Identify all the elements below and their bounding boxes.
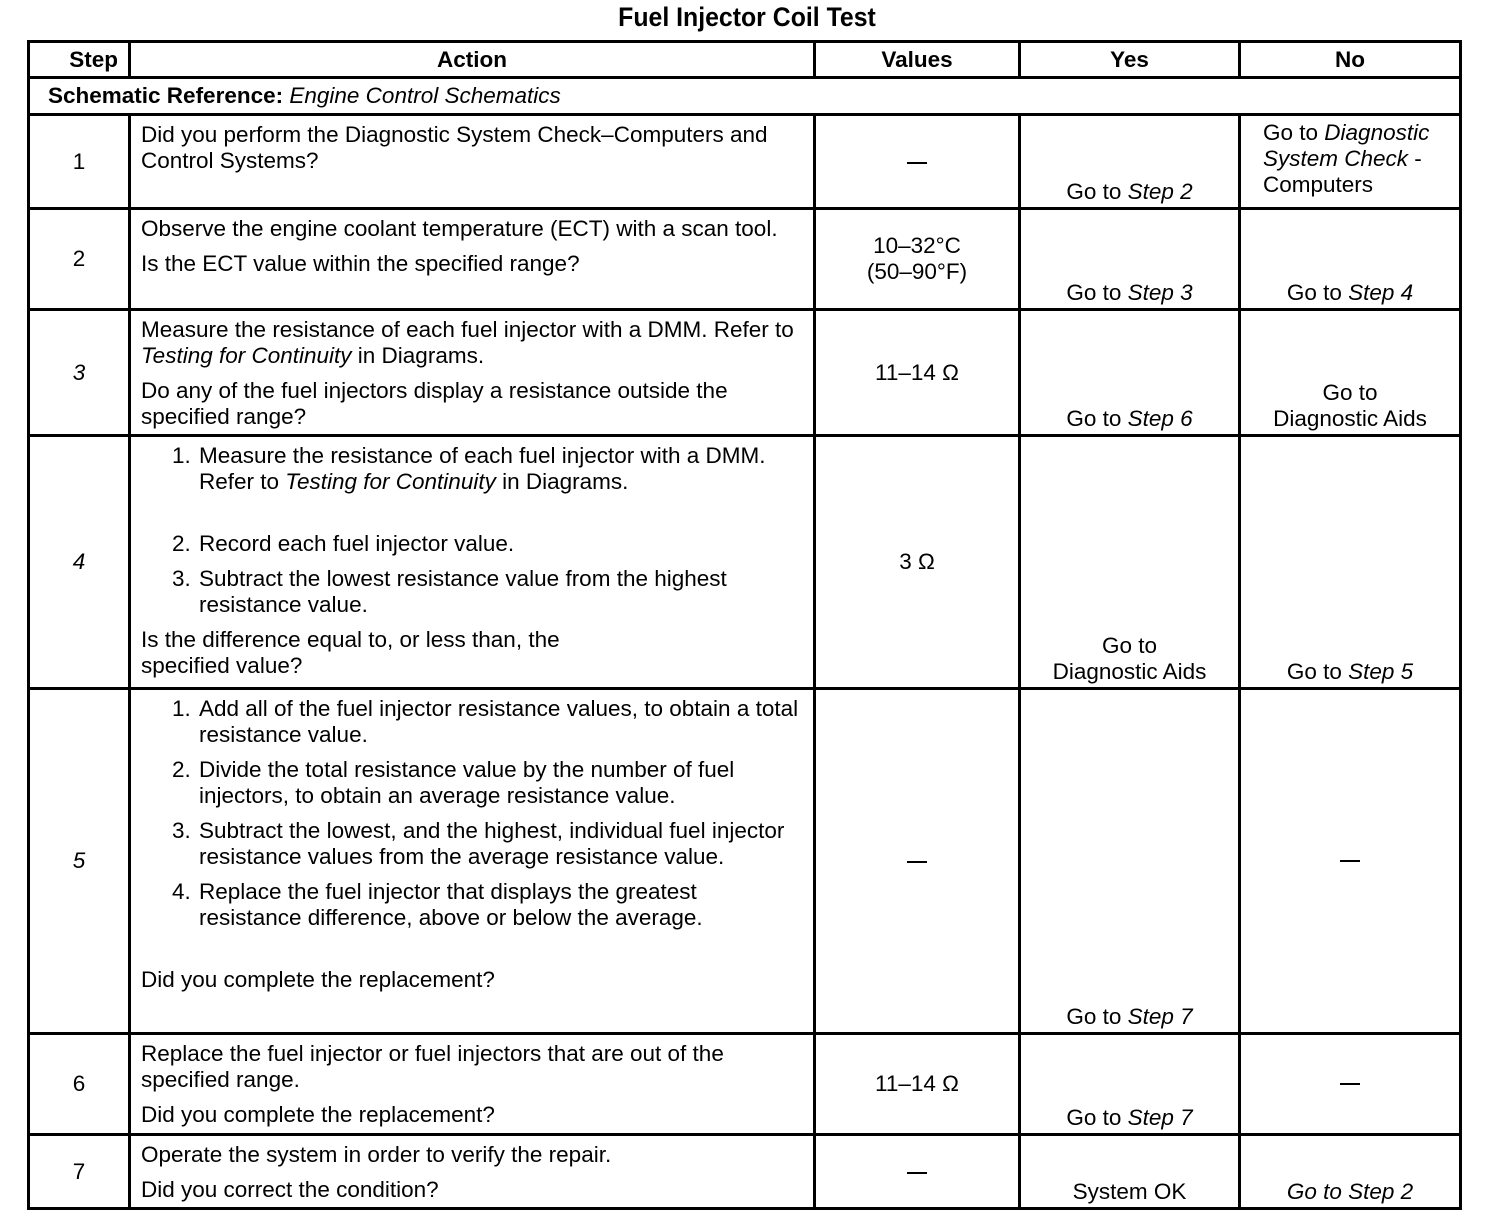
action-question: Did you complete the replacement? [141, 1102, 495, 1127]
list-item: 4. Replace the fuel injector that displays the greatest resistance difference, above or below the average. [197, 879, 803, 931]
values-cell: 11–14 Ω [815, 310, 1020, 436]
action-cell [130, 115, 815, 209]
table-row [29, 209, 1461, 310]
action-text: Did you perform the Diagnostic System Check–Computers and Control Systems? [141, 122, 768, 173]
column-header-step: Step [29, 42, 130, 78]
diagnostic-aids-link[interactable]: Diagnostic Aids [1052, 659, 1207, 684]
table-row [29, 1135, 1461, 1209]
action-text: Observe the engine coolant temperature (ECT) with a scan tool. [141, 216, 778, 241]
column-header-action: Action [130, 42, 815, 78]
yes-cell: Go to Diagnostic Aids [1020, 436, 1240, 689]
table-row [29, 436, 1461, 689]
goto-step-link[interactable]: Step 2 [1127, 179, 1193, 204]
diagnostic-system-check-link[interactable]: Diagnostic System Check [1263, 120, 1430, 171]
goto-step-link[interactable]: Go to Step 2 [1286, 1179, 1414, 1204]
goto-step-link[interactable]: Step 7 [1127, 1004, 1193, 1029]
list-item: 3. Subtract the lowest resistance value from the highest resistance value. [197, 566, 803, 618]
step-number: 5 [29, 689, 130, 1034]
values-cell: 3 Ω [815, 436, 1020, 689]
schematic-reference-row [29, 78, 1461, 115]
step-number: 4 [29, 436, 130, 689]
step-number: 3 [29, 310, 130, 436]
action-question: Is the difference equal to, or less than, the specified value? [141, 627, 560, 678]
action-question: Do any of the fuel injectors display a resistance outside the specified range? [141, 378, 728, 429]
testing-continuity-link[interactable]: Testing for Continuity [285, 469, 496, 494]
action-cell [130, 1135, 815, 1209]
values-cell: 11–14 Ω [815, 1034, 1020, 1135]
goto-step-link[interactable]: Step 6 [1127, 406, 1193, 431]
action-question: Did you correct the condition? [141, 1177, 439, 1202]
header-row [29, 42, 1461, 78]
column-header-no: No [1240, 42, 1461, 78]
value-fahrenheit: (50–90°F) [866, 259, 968, 284]
action-cell [130, 1034, 815, 1135]
table-row [29, 689, 1461, 1034]
list-item: 2. Record each fuel injector value. [197, 531, 803, 557]
action-steps-list [141, 696, 803, 931]
diagnostic-table [27, 40, 1462, 1210]
action-cell [130, 209, 815, 310]
step-number: 6 [29, 1034, 130, 1135]
schematic-reference-link[interactable]: Engine Control Schematics [289, 83, 561, 108]
dash-placeholder [1340, 860, 1360, 862]
goto-step-link[interactable]: Step 4 [1348, 280, 1414, 305]
yes-cell: Go to Step 7 [1020, 689, 1240, 1034]
dash-placeholder [1340, 1083, 1360, 1085]
yes-cell: Go to Step 6 [1020, 310, 1240, 436]
table-row [29, 310, 1461, 436]
list-item: 1. Measure the resistance of each fuel injector with a DMM. Refer to Testing for Continuity in Diagrams. [197, 443, 803, 495]
values-cell [815, 115, 1020, 209]
testing-continuity-link[interactable]: Testing for Continuity [141, 343, 352, 368]
column-header-values: Values [815, 42, 1020, 78]
action-text: Replace the fuel injector or fuel injectors that are out of the specified range. [141, 1041, 724, 1092]
goto-step-link[interactable]: Step 3 [1127, 280, 1193, 305]
action-steps-list [141, 443, 803, 618]
no-cell: Go to Step 5 [1240, 436, 1461, 689]
action-text: Measure the resistance of each fuel injector with a DMM. Refer to Testing for Continuity in Diagrams. [141, 317, 794, 368]
no-cell: Go to Step 4 [1240, 209, 1461, 310]
step-number: 7 [29, 1135, 130, 1209]
diagnostic-aids-link[interactable]: Diagnostic Aids [1273, 406, 1427, 431]
value-celsius: 10–32°C [873, 233, 961, 258]
values-cell [815, 209, 1020, 310]
yes-cell: Go to Step 2 [1020, 115, 1240, 209]
goto-step-link[interactable]: Step 5 [1348, 659, 1414, 684]
yes-cell: Go to Step 3 [1020, 209, 1240, 310]
column-header-yes: Yes [1020, 42, 1240, 78]
no-cell [1240, 1135, 1461, 1209]
values-cell [815, 1135, 1020, 1209]
step-number: 2 [29, 209, 130, 310]
document-title: Fuel Injector Coil Test [618, 2, 876, 32]
no-cell: Go to Diagnostic Aids [1240, 310, 1461, 436]
no-cell [1240, 1034, 1461, 1135]
action-question: Is the ECT value within the specified range? [141, 251, 580, 276]
yes-cell: Go to Step 7 [1020, 1034, 1240, 1135]
schematic-reference [29, 78, 1461, 115]
action-question: Did you complete the replacement? [141, 967, 495, 992]
table-row [29, 1034, 1461, 1135]
dash-placeholder [907, 162, 927, 164]
list-item: 1. Add all of the fuel injector resistance values, to obtain a total resistance value. [197, 696, 803, 748]
no-cell: Go to Diagnostic System Check - Computers [1240, 115, 1461, 209]
step-number: 1 [29, 115, 130, 209]
system-ok-text: System OK [1072, 1179, 1187, 1204]
action-text: Operate the system in order to verify the repair. [141, 1142, 612, 1167]
action-cell [130, 436, 815, 689]
values-cell [815, 689, 1020, 1034]
list-item: 3. Subtract the lowest, and the highest, individual fuel injector resistance values from the average resistance value. [197, 818, 803, 870]
table-row [29, 115, 1461, 209]
action-cell [130, 310, 815, 436]
dash-placeholder [907, 1172, 927, 1174]
action-cell [130, 689, 815, 1034]
goto-step-link[interactable]: Step 7 [1127, 1105, 1193, 1130]
yes-cell [1020, 1135, 1240, 1209]
dash-placeholder [907, 861, 927, 863]
no-cell [1240, 689, 1461, 1034]
list-item: 2. Divide the total resistance value by the number of fuel injectors, to obtain an average resistance value. [197, 757, 803, 809]
schematic-reference-label: Schematic Reference: [48, 83, 284, 108]
